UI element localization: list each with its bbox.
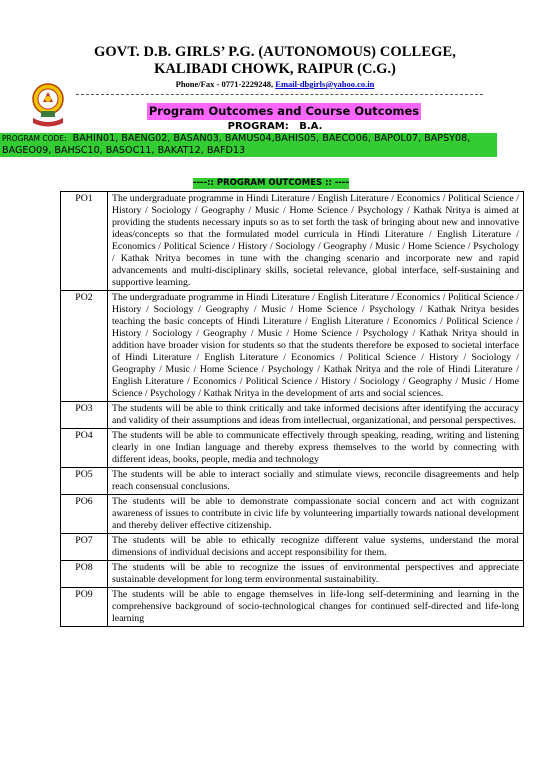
document-title: Program Outcomes and Course Outcomes [148,104,420,118]
program-outcomes-table [60,191,524,627]
outcome-label: PO9 [61,588,108,627]
letterhead [0,44,550,90]
table-row [61,588,524,627]
outcome-text: The students will be able to recognize the issues of environmental perspectives and appreciate sustainable development for long term environmental sustainability. [108,561,524,588]
outcome-text: The undergraduate programme in Hindi Literature / English Literature / Economics / Political Science / History / Sociology / Geography / Music / Home Science / Psychology / Kathak Nritya is aimed at providing the students necessary inputs so as to set forth the task of bringing about new and innovative ideas/concepts so that the formulated model curricula in Hindi Literature / English Literature / Economics / Political Science / History / Sociology / Geography / Music / Home Science / Psychology / Kathak Nritya becomes in tune with the changing scenario and incorporate new and rapid advancements and multi-disciplinary skills, societal relevance, global interface, self-sustaining and supportive learning. [108,192,524,291]
table-row [61,468,524,495]
outcome-label: PO5 [61,468,108,495]
email-link[interactable]: Email-dbgirls@yahoo.co.in [275,79,375,89]
outcome-text: The students will be able to interact socially and stimulate views, reconcile disagreements and help reach consensual conclusions. [108,468,524,495]
program-code-list: BAHIN01, BAENG02, BASAN03, BAMUS04,BAHIS05, BAECO06, BAPOL07, BAPSY08, BAGEO09, BAHSC10, BASOC11, BAKAT12, BAFD13 [2,133,471,156]
table-row [61,561,524,588]
table-row [61,495,524,534]
table-row [61,291,524,402]
college-address: KALIBADI CHOWK, RAIPUR (C.G.) [154,61,396,77]
outcome-label: PO8 [61,561,108,588]
program-line [0,121,550,133]
section-title: ----:: PROGRAM OUTCOMES :: ---- [193,178,349,188]
program-codes [0,133,497,157]
outcome-text: The undergraduate programme in Hindi Literature / English Literature / Economics / Political Science / History / Sociology / Geography / Music / Home Science / Psychology / Kathak Nritya besides teaching the basic concepts of Hindi Literature / English Literature / Economics / Political Science / History / Sociology / Geography / Music / Home Science / Psychology / Kathak Nritya should in addition have broader vision for students so that the students therefore be exposed to societal interface of Hindi Literature / English Literature / Economics / Political Science / History / Sociology / Geography / Music / Home Science / Psychology / Kathak Nritya and the role of Hindi Literature / English Literature / Economics / Political Science / History / Sociology / Geography / Music / Home Science / Psychology / Kathak Nritya in the development of arts and social sciences. [108,291,524,402]
outcome-text: The students will be able to ethically recognize different value systems, understand the moral dimensions of individual decisions and accept responsibility for them. [108,534,524,561]
table-row [61,402,524,429]
outcome-text: The students will be able to engage themselves in life-long self-determining and learning in the comprehensive background of socio-technological changes for continued self-directed and life-long learning [108,588,524,627]
outcome-text: The students will be able to demonstrate compassionate social concern and act with cognizant awareness of issues to contribute in civic life by volunteering impartially towards national development and thereby deliver effective citizenship. [108,495,524,534]
table-row [61,192,524,291]
college-name: GOVT. D.B. GIRLS’ P.G. (AUTONOMOUS) COLLEGE, [94,44,456,60]
program-value: B.A. [299,121,323,132]
outcome-label: PO4 [61,429,108,468]
outcome-label: PO6 [61,495,108,534]
table-row [61,534,524,561]
outcome-label: PO1 [61,192,108,291]
outcome-label: PO2 [61,291,108,402]
contact-line [0,79,550,90]
outcome-label: PO3 [61,402,108,429]
program-label: PROGRAM: [227,121,289,132]
table-row [61,429,524,468]
header-divider [76,94,483,95]
outcome-label: PO7 [61,534,108,561]
outcome-text: The students will be able to communicate effectively through speaking, reading, writing and listening clearly in one Indian language and thereby express themselves to the world by connecting with different ideas, books, people, media and technology [108,429,524,468]
program-code-label: PROGRAM CODE: [2,134,67,143]
phone-fax: Phone/Fax - 0771-2229248, [175,79,276,89]
outcome-text: The students will be able to think critically and take informed decisions after identifying the accuracy and validity of their assumptions and ideas from intellectual, organizational, and personal perspectives. [108,402,524,429]
